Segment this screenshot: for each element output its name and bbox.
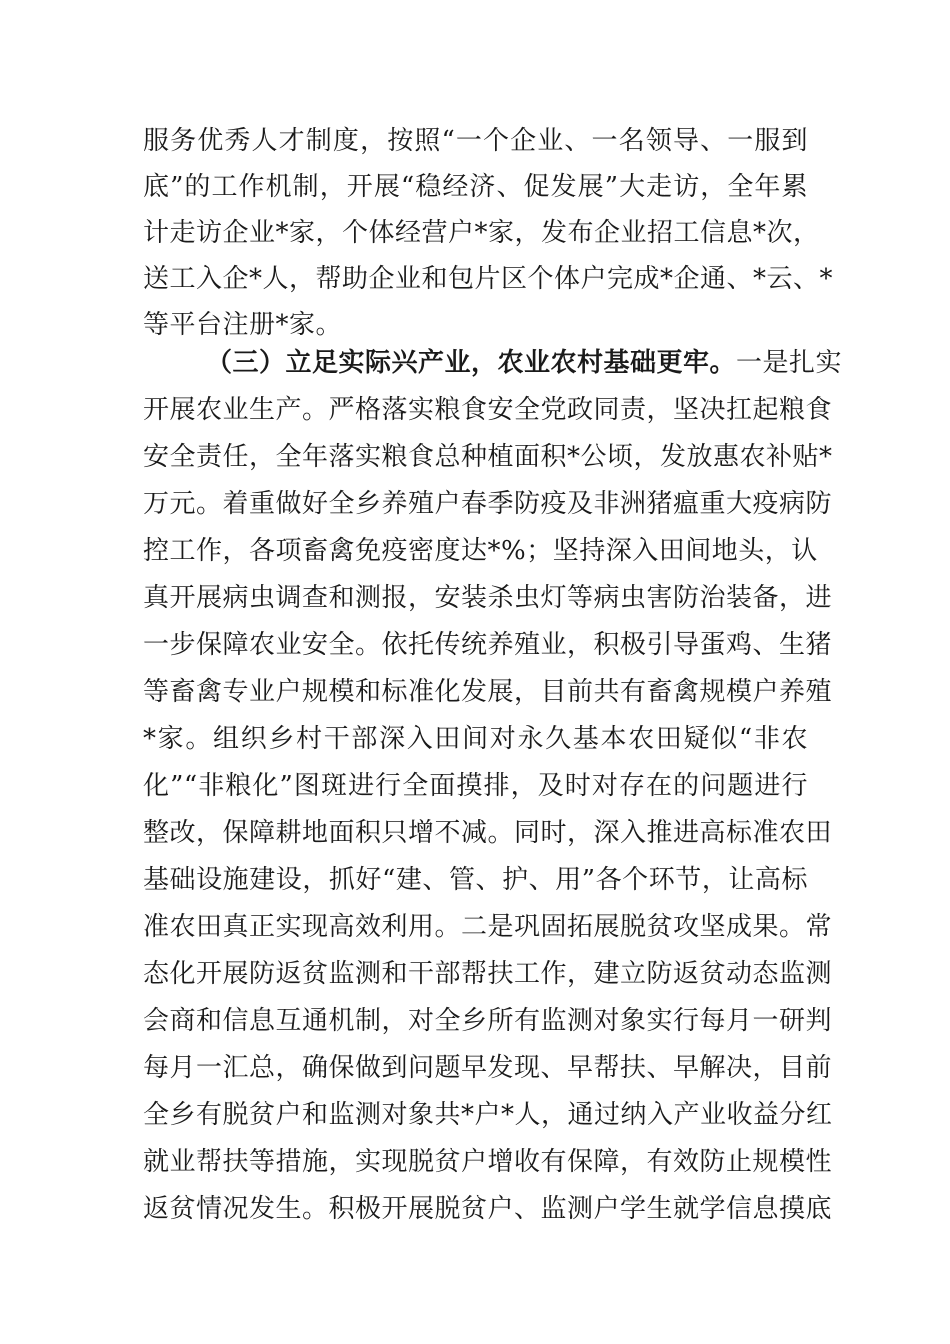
text-line: 化”“非粮化”图斑进行全面摸排，及时对存在的问题进行 [143,771,808,801]
text-line: 全乡有脱贫户和监测对象共*户*人，通过纳入产业收益分红 [143,1100,833,1130]
text-line: 真开展病虫调查和测报，安装杀虫灯等病虫害防治装备，进 [143,583,833,613]
heading-line-rest: 一是扎实 [736,348,843,378]
text-line: 安全责任，全年落实粮食总种植面积*公顷，发放惠农补贴* [143,442,833,472]
text-line: 万元。着重做好全乡养殖户春季防疫及非洲猪瘟重大疫病防 [143,489,833,519]
text-line: 服务优秀人才制度，按照“一个企业、一名领导、一服到 [143,126,808,156]
text-line: 准农田真正实现高效利用。二是巩固拓展脱贫攻坚成果。常 [143,912,833,942]
text-line: 等畜禽专业户规模和标准化发展，目前共有畜禽规模户养殖 [143,677,833,707]
text-line: 每月一汇总，确保做到问题早发现、早帮扶、早解决，目前 [143,1053,833,1083]
text-line: 等平台注册*家。 [143,310,343,340]
text-line: *家。组织乡村干部深入田间对永久基本农田疑似“非农 [143,724,808,754]
text-line: 底”的工作机制，开展“稳经济、促发展”大走访，全年累 [143,172,808,202]
text-line: 计走访企业*家，个体经营户*家，发布企业招工信息*次， [143,218,820,248]
text-line: 一步保障农业安全。依托传统养殖业，积极引导蛋鸡、生猪 [143,630,833,660]
section-heading-line [206,346,843,380]
text-line: 整改，保障耕地面积只增不减。同时，深入推进高标准农田 [143,818,833,848]
text-line: 送工入企*人，帮助企业和包片区个体户完成*企通、*云、* [143,264,834,294]
text-line: 基础设施建设，抓好“建、管、护、用”各个环节，让高标 [143,865,808,895]
text-line: 控工作，各项畜禽免疫密度达*%；坚持深入田间地头，认 [143,536,818,566]
text-line: 会商和信息互通机制，对全乡所有监测对象实行每月一研判 [143,1006,833,1036]
text-line: 态化开展防返贫监测和干部帮扶工作，建立防返贫动态监测 [143,959,833,989]
section-heading: （三）立足实际兴产业，农业农村基础更牢。 [206,348,737,378]
text-line: 返贫情况发生。积极开展脱贫户、监测户学生就学信息摸底 [143,1194,833,1224]
text-line: 开展农业生产。严格落实粮食安全党政同责，坚决扛起粮食 [143,395,833,425]
text-line: 就业帮扶等措施，实现脱贫户增收有保障，有效防止规模性 [143,1147,833,1177]
